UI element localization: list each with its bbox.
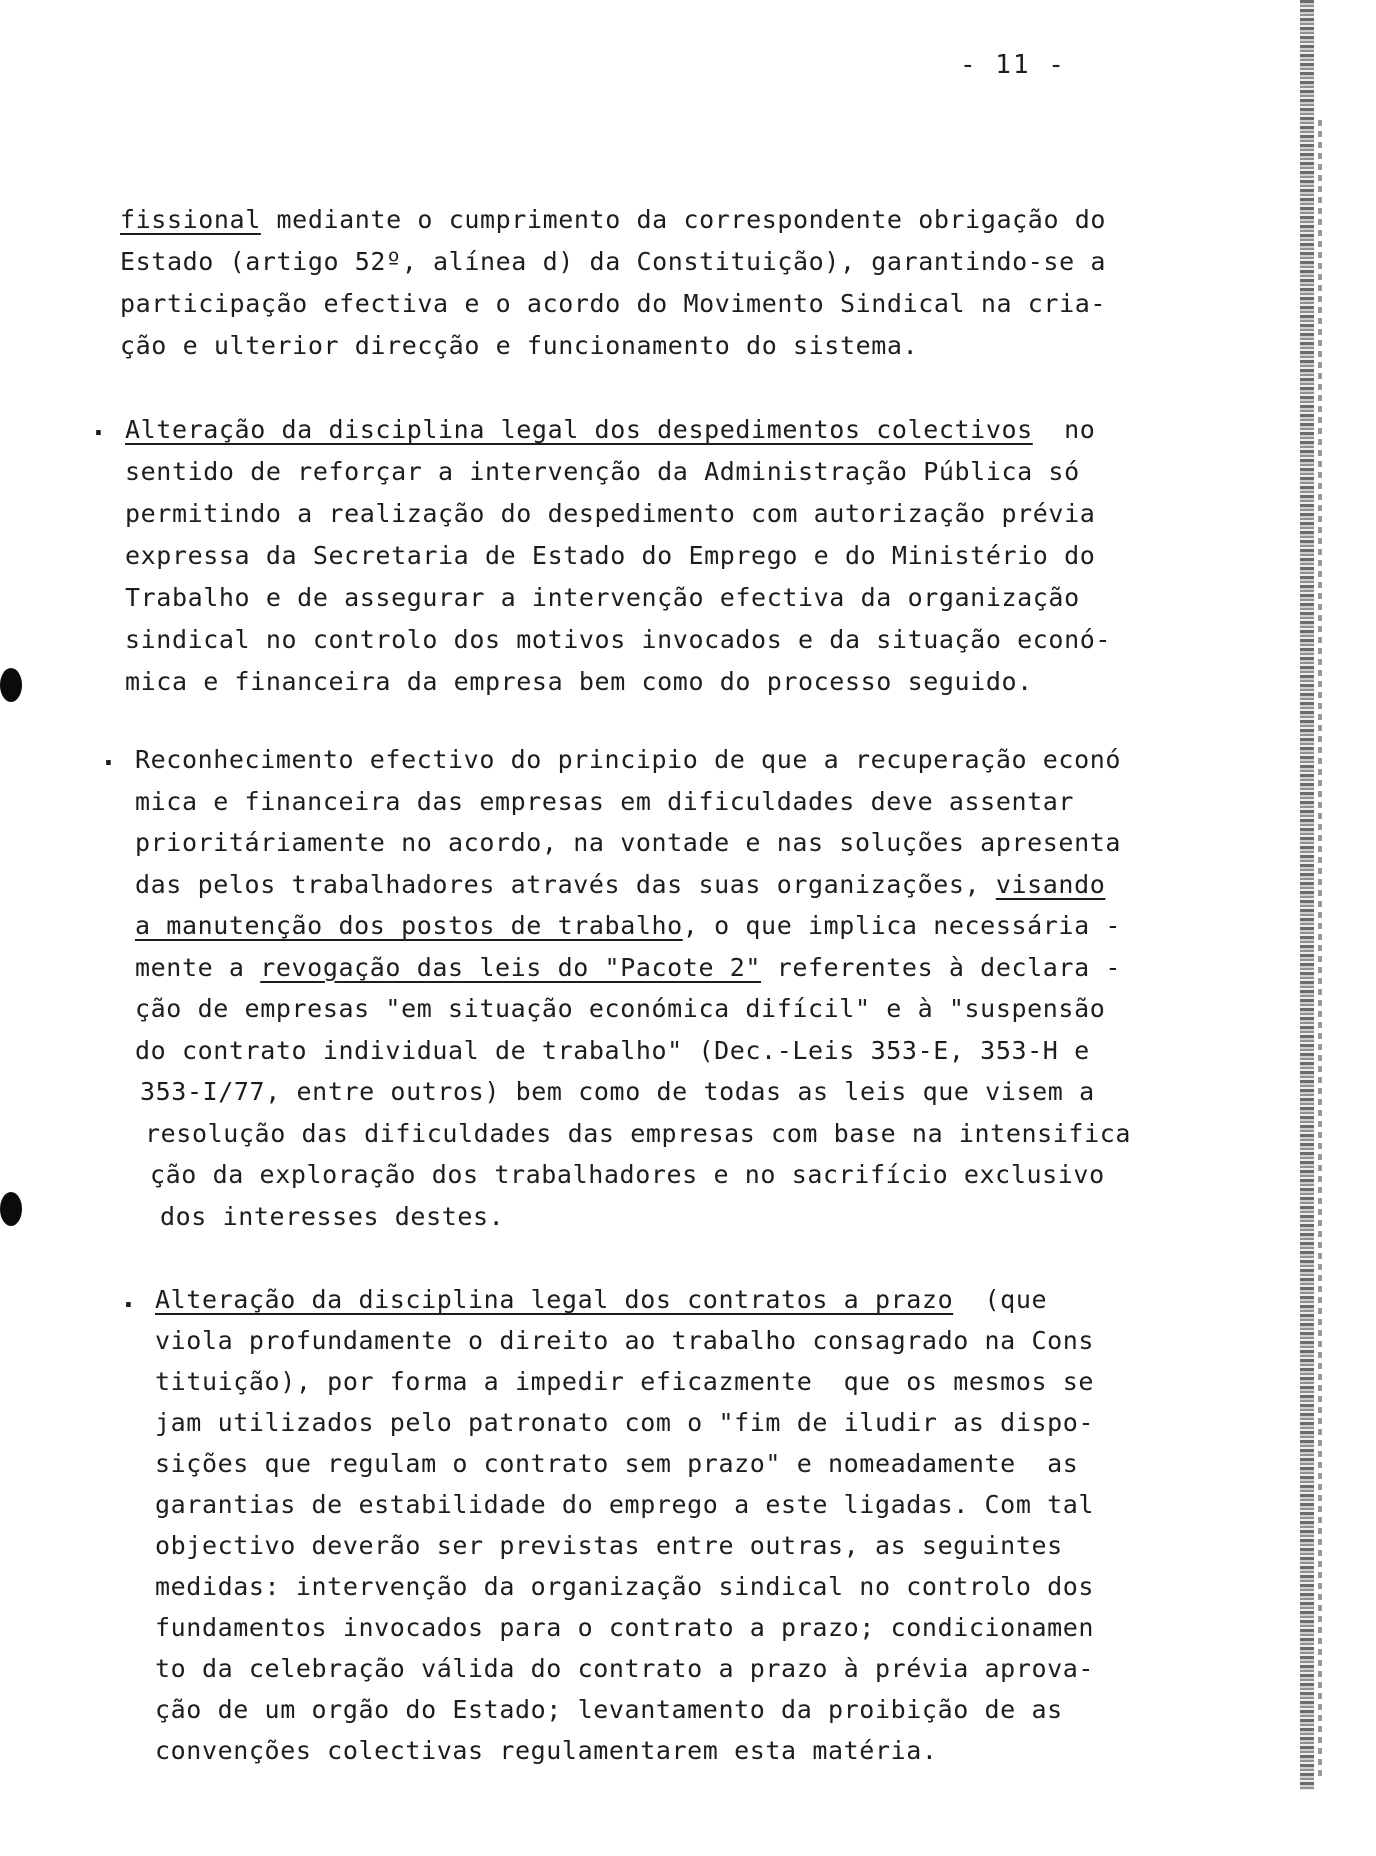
- paragraph_1-line: [120, 247, 1106, 277]
- text-segment: sições que regulam o contrato sem prazo" e nomeadamente as: [155, 1449, 1079, 1478]
- item-1-line: [140, 1077, 1095, 1107]
- item-1-line: [160, 1202, 504, 1232]
- text-segment: Estado (artigo 52º, alínea d) da Constituição), garantindo-se a: [120, 247, 1107, 276]
- text-segment: prioritáriamente no acordo, na vontade e nas soluções apresenta: [135, 828, 1122, 857]
- item-1-line: [135, 911, 1121, 941]
- text-segment: expressa da Secretaria de Estado do Emprego e do Ministério do: [125, 541, 1096, 570]
- text-segment: das pelos trabalhadores através das suas organizações,: [135, 869, 996, 899]
- text-segment: permitindo a realização do despedimento com autorização prévia: [125, 499, 1096, 528]
- item-0-line: [125, 499, 1095, 529]
- item-2-line: [155, 1449, 1078, 1479]
- text-segment: participação efectiva e o acordo do Movimento Sindical na cria-: [120, 289, 1107, 318]
- item-0-line: [125, 667, 1033, 697]
- item-2-line: [155, 1572, 1094, 1602]
- item-2-line: [155, 1695, 1063, 1725]
- item-0-line: [125, 457, 1080, 487]
- item-2-line: [155, 1531, 1063, 1561]
- paragraph_1-line: [120, 289, 1106, 319]
- item-2-line: [155, 1490, 1094, 1520]
- item-1-line: [145, 1119, 1131, 1149]
- text-segment: Trabalho e de assegurar a intervenção efectiva da organização: [125, 583, 1080, 612]
- text-segment: no: [1032, 415, 1096, 444]
- text-segment: mica e financeira da empresa bem como do processo seguido.: [125, 667, 1033, 696]
- underlined-text: fissional: [120, 205, 261, 234]
- scan-edge-shadow: [1300, 0, 1314, 1790]
- item-1-line: [135, 994, 1105, 1024]
- list-bullet: .: [100, 739, 117, 772]
- text-segment: mica e financeira das empresas em dificuldades deve assentar: [135, 786, 1075, 816]
- item-2-line: [155, 1408, 1094, 1438]
- text-segment: medidas: intervenção da organização sindical no controlo dos: [155, 1572, 1095, 1601]
- list-bullet: .: [120, 1281, 137, 1314]
- underlined-text: revogação das leis do "Pacote 2": [260, 952, 762, 982]
- scan-edge-line: [1318, 120, 1322, 1780]
- text-segment: dos interesses destes.: [160, 1201, 505, 1231]
- text-segment: do contrato individual de trabalho" (Dec.-Leis 353-E, 353-H e: [135, 1035, 1090, 1065]
- text-segment: , o que implica necessária -: [682, 911, 1122, 940]
- text-segment: ção e ulterior direcção e funcionamento do sistema.: [120, 331, 919, 360]
- text-segment: fundamentos invocados para o contrato a prazo; condicionamen: [155, 1613, 1095, 1642]
- text-segment: ção de um orgão do Estado; levantamento da proibição de as: [155, 1695, 1063, 1724]
- text-segment: (que: [953, 1285, 1048, 1314]
- text-segment: to da celebração válida do contrato a prazo à prévia aprova-: [155, 1654, 1095, 1683]
- item-0-line: [125, 541, 1095, 571]
- paragraph_1-line: [120, 331, 918, 361]
- text-segment: ção de empresas "em situação económica difícil" e à "suspensão: [135, 994, 1106, 1023]
- text-segment: resolução das dificuldades das empresas com base na intensifica: [145, 1118, 1132, 1148]
- item-1-line: [135, 870, 1105, 900]
- text-segment: Reconhecimento efectivo do principio de que a recuperação econó: [135, 745, 1122, 774]
- text-segment: jam utilizados pelo patronato com o "fim de iludir as dispo-: [155, 1408, 1095, 1437]
- item-1-line: [135, 828, 1121, 858]
- text-segment: 353-I/77, entre outros) bem como de todas as leis que visem a: [140, 1077, 1095, 1106]
- text-segment: tituição), por forma a impedir eficazmente que os mesmos se: [155, 1367, 1095, 1396]
- list-bullet: .: [90, 409, 107, 442]
- punch-hole-bottom: [0, 1192, 22, 1226]
- underlined-text: visando: [995, 869, 1106, 899]
- item-2-line: [155, 1326, 1094, 1356]
- item-0-line: [125, 415, 1095, 445]
- item-1-line: [135, 787, 1074, 817]
- item-2-line: [155, 1367, 1094, 1397]
- item-1-line: [150, 1160, 1105, 1190]
- text-segment: mente a: [135, 952, 261, 982]
- paragraph_1-line: [120, 205, 1106, 235]
- item-2-line: [155, 1613, 1094, 1643]
- text-segment: sindical no controlo dos motivos invocados e da situação econó-: [125, 625, 1112, 654]
- text-segment: ção da exploração dos trabalhadores e no sacrifício exclusivo: [150, 1160, 1105, 1189]
- text-segment: convenções colectivas regulamentarem esta matéria.: [155, 1736, 938, 1765]
- item-1-line: [135, 953, 1121, 983]
- item-2-line: [155, 1736, 938, 1766]
- item-0-line: [125, 625, 1111, 655]
- text-segment: objectivo deverão ser previstas entre outras, as seguintes: [155, 1531, 1063, 1560]
- underlined-text: Alteração da disciplina legal dos despedimentos colectivos: [125, 415, 1033, 444]
- text-segment: mediante o cumprimento da correspondente obrigação do: [260, 205, 1107, 234]
- underlined-text: a manutenção dos postos de trabalho: [135, 911, 683, 940]
- item-1-line: [135, 745, 1121, 775]
- underlined-text: Alteração da disciplina legal dos contratos a prazo: [155, 1285, 954, 1314]
- punch-hole-top: [0, 668, 22, 702]
- text-segment: garantias de estabilidade do emprego a este ligadas. Com tal: [155, 1490, 1095, 1519]
- item-2-line: [155, 1654, 1094, 1684]
- item-2-line: [155, 1285, 1047, 1315]
- text-segment: sentido de reforçar a intervenção da Administração Pública só: [125, 457, 1080, 486]
- item-0-line: [125, 583, 1080, 613]
- page-number: - 11 -: [960, 50, 1066, 80]
- item-1-line: [135, 1036, 1090, 1066]
- text-segment: referentes à declara -: [761, 952, 1122, 982]
- text-segment: viola profundamente o direito ao trabalho consagrado na Cons: [155, 1326, 1095, 1355]
